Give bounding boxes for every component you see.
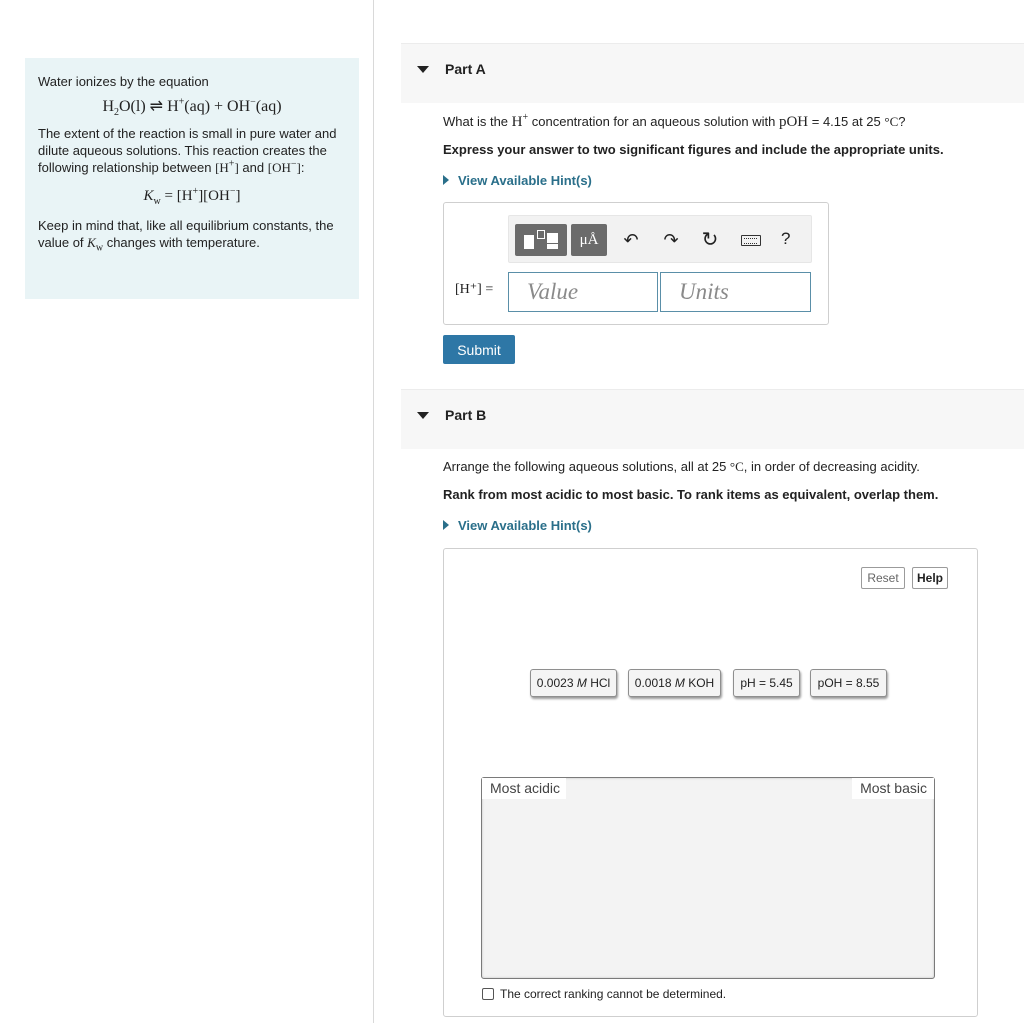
cannot-determine-checkbox[interactable] [482,988,494,1000]
kw-equation: $K_w = [H^+][OH^-]$ [143,186,241,207]
rank-item-ph[interactable]: pH = 5.45 [733,669,800,697]
ionization-equation: $H_2O(l)$ ⇌ H+(aq) + OH−(aq) [102,96,282,119]
part-a-title: Part A [445,61,486,77]
value-input[interactable]: Value [508,272,658,312]
ranking-area [443,548,978,1017]
intro-box [25,58,359,299]
extent-text: The extent of the reaction is small in pure water and dilute aqueous solutions. This reaction creates the following relationship between [H+] and [OH−]: [38,126,337,175]
reset-icon[interactable]: ↻ [701,229,719,251]
template-icon[interactable] [515,224,567,256]
help-button[interactable]: Help [912,567,948,589]
part-a-instruction: Express your answer to two significant figures and include the appropriate units. [443,142,944,157]
part-a-question: What is the H+ concentration for an aqueous solution with pOH = 4.15 at 25 °C? [443,112,906,130]
keyboard-icon[interactable] [741,235,761,246]
part-b-title: Part B [445,407,487,423]
ranking-drop-target[interactable] [481,777,935,979]
caret-down-icon [417,412,429,419]
reset-button[interactable]: Reset [861,567,905,589]
units-button[interactable]: μÅ [571,224,607,256]
rank-item-koh[interactable]: 0.0018 M KOH [628,669,721,697]
most-basic-label: Most basic [852,778,934,799]
triangle-right-icon [443,520,449,530]
part-a-header[interactable] [401,43,1024,103]
rank-item-hcl[interactable]: 0.0023 M HCl [530,669,617,697]
part-b-hint-link[interactable]: View Available Hint(s) [443,518,592,533]
part-b-question: Arrange the following aqueous solutions, all at 25 °C, in order of decreasing acidity. [443,459,920,474]
keep-in-mind-text: Keep in mind that, like all equilibrium constants, the value of $K_w$ changes with temperature. [38,218,334,254]
help-icon[interactable]: ? [781,229,791,248]
answer-box [443,202,829,325]
triangle-right-icon [443,175,449,185]
submit-button[interactable]: Submit [443,335,515,364]
units-input[interactable]: Units [660,272,811,312]
undo-icon[interactable]: ↶ [623,230,639,250]
part-a-hint-link[interactable]: View Available Hint(s) [443,173,592,188]
h-concentration-label: [H⁺] = [455,282,494,297]
math-toolbar [508,215,812,263]
part-b-header[interactable] [401,389,1024,449]
cannot-determine-label: The correct ranking cannot be determined. [500,987,727,1001]
rank-item-poh[interactable]: pOH = 8.55 [810,669,887,697]
part-b-instruction: Rank from most acidic to most basic. To rank items as equivalent, overlap them. [443,487,939,502]
left-pane [0,0,374,1023]
caret-down-icon [417,66,429,73]
intro-line: Water ionizes by the equation [38,74,209,89]
redo-icon[interactable]: ↷ [663,230,679,250]
most-acidic-label: Most acidic [482,778,566,799]
cannot-determine-row[interactable] [482,987,726,1001]
